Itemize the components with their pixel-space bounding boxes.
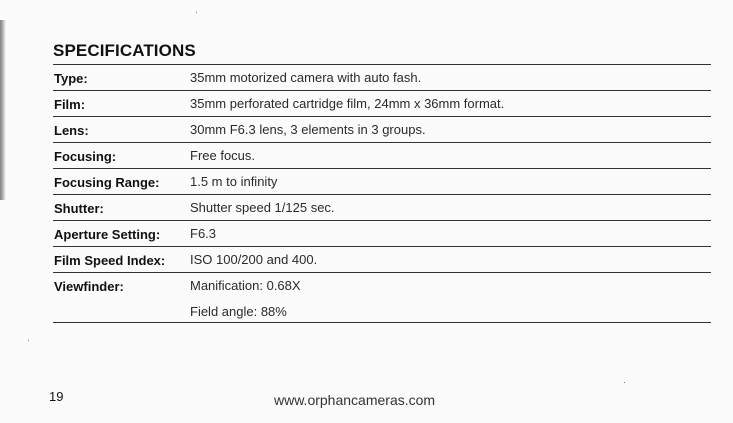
table-bottom-rule [53,322,711,323]
spec-value: Field angle: 88% [190,304,287,319]
spec-row-aperture-setting [53,220,711,246]
page-title: SPECIFICATIONS [53,41,196,60]
scan-speck [196,12,197,13]
spec-row-film-speed-index [53,246,711,272]
footer-url: www.orphancameras.com [274,392,436,408]
spec-value: Free focus. [190,148,256,163]
spec-row-focusing [53,142,711,168]
spec-value: Shutter speed 1/125 sec. [190,200,335,215]
spec-value: F6.3 [190,226,217,241]
spec-value: 35mm motorized camera with auto fash. [190,70,422,85]
spec-value-group [190,278,301,325]
spec-label: Focusing Range: [54,175,160,190]
spec-label: Shutter: [54,201,104,216]
scan-edge-shadow [0,20,6,200]
spec-label: Aperture Setting: [54,227,161,242]
spec-row-shutter [53,194,711,220]
spec-row-type [53,64,711,90]
spec-value: Manification: 0.68X [190,278,301,293]
spec-label: Viewfinder: [54,279,124,294]
spec-value: 1.5 m to infinity [190,174,278,189]
spec-row-lens [53,116,711,142]
spec-label: Focusing: [54,149,117,164]
spec-value: 30mm F6.3 lens, 3 elements in 3 groups. [190,122,426,137]
scan-speck [624,382,625,383]
specifications-table [53,64,711,330]
spec-value: 35mm perforated cartridge film, 24mm x 36mm format. [190,96,505,111]
page-number: 19 [49,389,64,404]
spec-label: Type: [54,71,88,86]
scan-speck [28,340,29,341]
spec-row-film [53,90,711,116]
spec-value: ISO 100/200 and 400. [190,252,318,267]
spec-label: Lens: [54,123,89,138]
spec-row-focusing-range [53,168,711,194]
spec-label: Film: [54,97,86,112]
spec-label: Film Speed Index: [54,253,166,268]
